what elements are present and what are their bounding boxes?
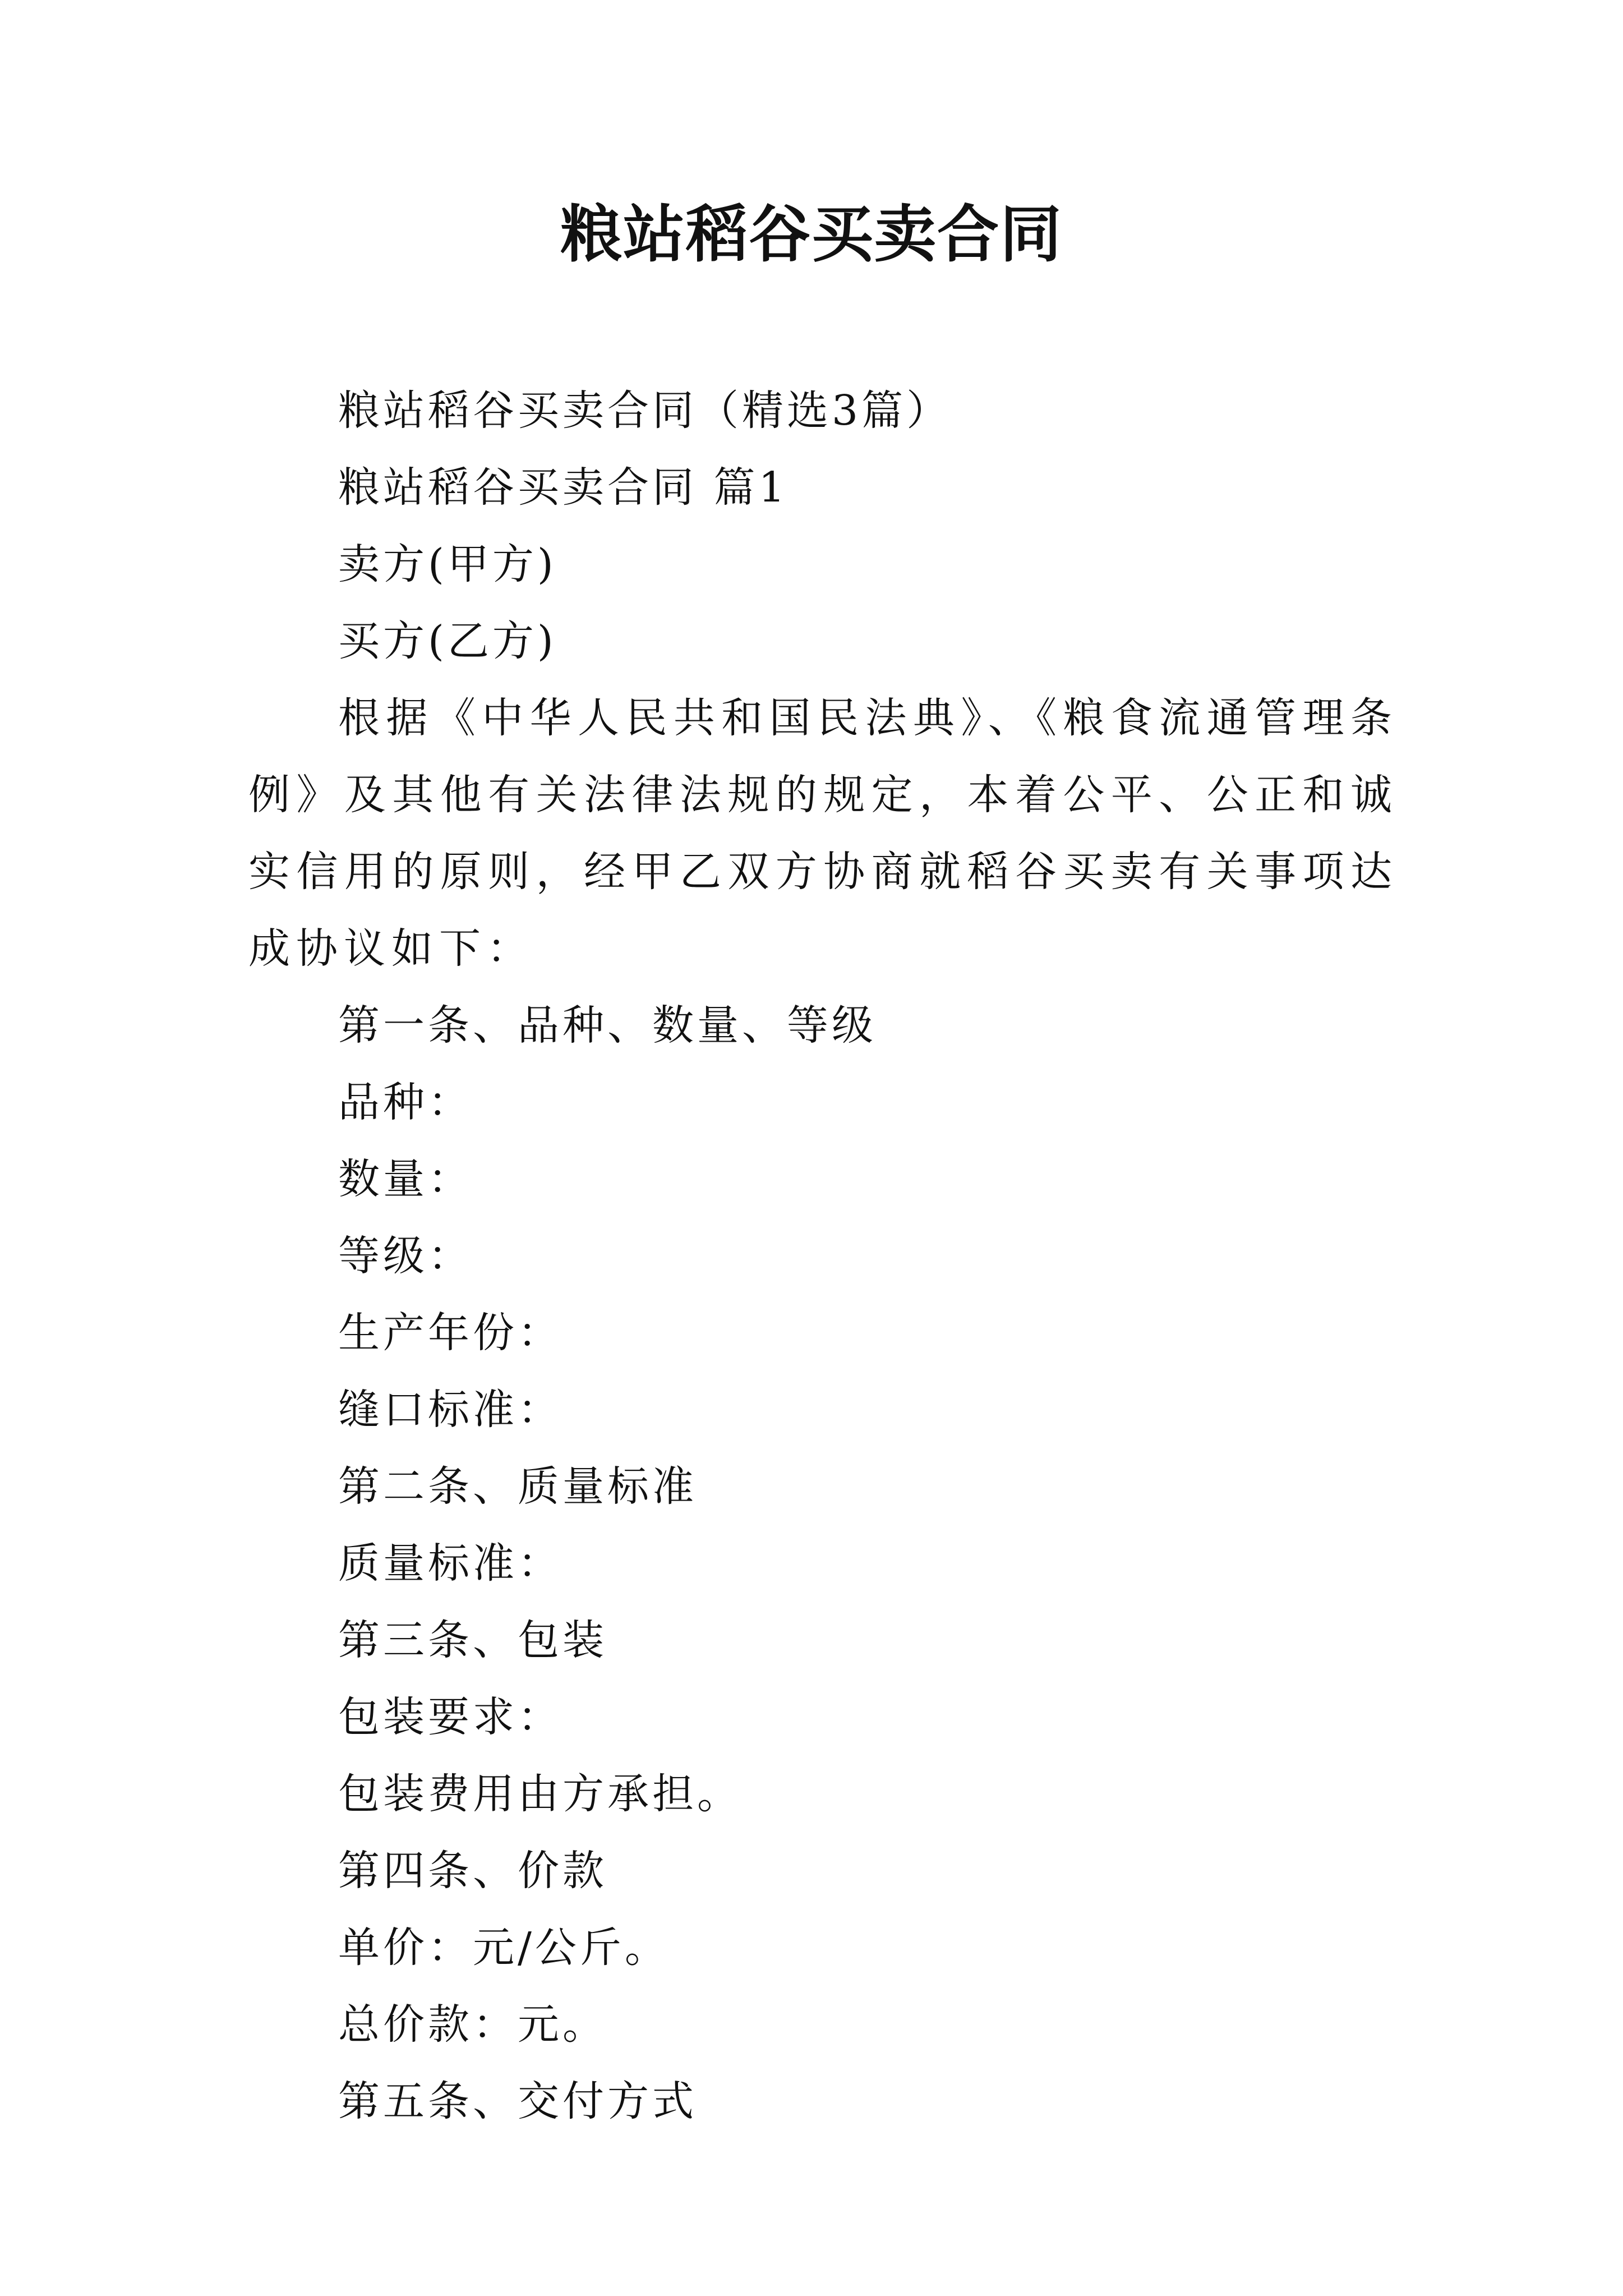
paragraph-variety: 品种： bbox=[338, 1078, 473, 1126]
paragraph-packaging-cost: 包装费用由方承担。 bbox=[338, 1770, 742, 1818]
paragraph-section-heading: 粮站稻谷买卖合同 篇1 bbox=[338, 463, 789, 512]
paragraph-quality-standard: 质量标准： bbox=[338, 1539, 562, 1588]
paragraph-grade: 等级： bbox=[338, 1232, 473, 1280]
paragraph-article-5: 第五条、交付方式 bbox=[338, 2077, 697, 2125]
document-body bbox=[248, 372, 1398, 2140]
paragraph-quantity: 数量： bbox=[338, 1155, 473, 1203]
paragraph-total-price: 总价款：元。 bbox=[338, 2000, 607, 2049]
document-title: 粮站稻谷买卖合同 bbox=[560, 198, 1063, 270]
paragraph-article-2: 第二条、质量标准 bbox=[338, 1462, 697, 1511]
paragraph-article-3: 第三条、包装 bbox=[338, 1616, 607, 1664]
paragraph-article-1: 第一条、品种、数量、等级 bbox=[338, 1001, 877, 1050]
paragraph-seam-standard: 缝口标准： bbox=[338, 1386, 562, 1434]
paragraph-seller: 卖方(甲方) bbox=[338, 540, 557, 588]
paragraph-packaging-requirements: 包装要求： bbox=[338, 1693, 562, 1741]
paragraph-article-4: 第四条、价款 bbox=[338, 1847, 607, 1895]
paragraph-subtitle: 粮站稻谷买卖合同（精选3篇） bbox=[338, 386, 952, 435]
paragraph-production-year: 生产年份： bbox=[338, 1309, 562, 1357]
paragraph-preamble: 根据《中华人民共和国民法典》、《粮食流通管理条例》及其他有关法律法规的规定，本着公平、公正和诚实信用的原则，经甲乙双方协商就稻谷买卖有关事项达成协议如下： bbox=[248, 694, 1398, 973]
paragraph-buyer: 买方(乙方) bbox=[338, 617, 557, 665]
paragraph-unit-price: 单价：元/公斤。 bbox=[338, 1924, 670, 1972]
